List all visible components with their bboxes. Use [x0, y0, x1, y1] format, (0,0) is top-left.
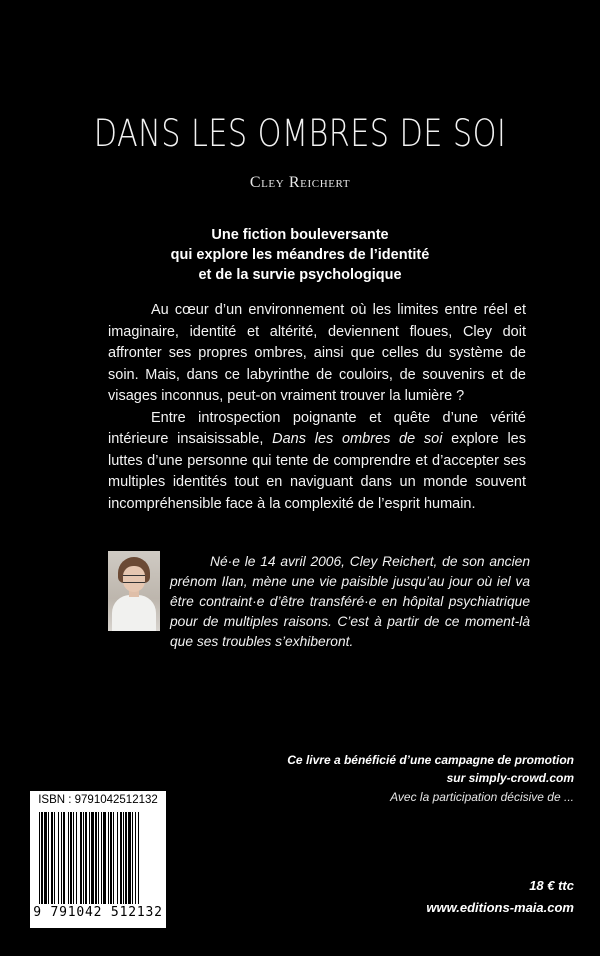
tagline-line: qui explore les méandres de l’identité	[170, 247, 430, 263]
barcode-bar	[103, 812, 106, 904]
synopsis-text: explore les luttes d’une personne qui tente de comprendre et d’accepter ses multiples identités tout en naviguant dans un monde souvent incompréhensible face à la complexité de l’esprit humain.	[108, 431, 526, 512]
promo-line: Ce livre a bénéficié d’une campagne de promotion	[287, 753, 574, 767]
barcode-bar	[54, 812, 55, 904]
barcode-bar	[91, 812, 94, 904]
barcode-bar	[48, 812, 49, 904]
book-title: DANS LES OMBRES DE SOI	[93, 112, 507, 155]
synopsis-paragraph	[108, 408, 526, 516]
barcode-bar	[110, 812, 112, 904]
barcode-bar	[44, 812, 47, 904]
tagline	[0, 225, 600, 285]
price: 18 € ttc	[529, 878, 574, 893]
barcode-bar	[39, 812, 40, 904]
tagline-line: Une fiction bouleversante	[211, 227, 389, 243]
barcode-bar	[125, 812, 127, 904]
author-bio	[170, 552, 530, 652]
barcode-bar	[63, 812, 65, 904]
barcode-bar	[128, 812, 131, 904]
author-bio-text: Né·e le 14 avril 2006, Cley Reichert, de son ancien prénom Ilan, mène une vie paisible jusqu’au jour où iel va être contraint·e d’être transféré·e en hôpital psychiatrique pour de multiples raisons. C’est à partir de ce moment-là que ses troubles s’exhiberont.	[170, 554, 530, 649]
barcode-bar	[73, 812, 74, 904]
barcode-bar	[68, 812, 69, 904]
synopsis-paragraph: Au cœur d’un environnement où les limites entre réel et imaginaire, identité et altérité, deviennent floues, Cley doit affronter ses propres ombres, ainsi que celles du système de soin. Mais, dans ce labyrinthe de couloirs, de souvenirs et de visages inconnus, peut-on vraiment trouver la lumière ?	[108, 302, 526, 404]
barcode-bar	[132, 812, 133, 904]
barcode-bar	[138, 812, 139, 904]
synopsis-text: Entre introspection poignante et quête d’une vérité intérieure insaisissable,	[108, 409, 526, 447]
barcode-bar	[41, 812, 43, 904]
barcode-bar	[76, 812, 77, 904]
barcode-bar	[113, 812, 114, 904]
barcode-bar	[117, 812, 118, 904]
barcode-bar	[89, 812, 90, 904]
barcode-bar	[70, 812, 72, 904]
barcode-bar	[135, 812, 136, 904]
author-photo	[108, 551, 160, 631]
partner-note: Avec la participation décisive de ...	[390, 790, 574, 804]
synopsis-book-title: Dans les ombres de soi	[272, 431, 443, 447]
barcode-bar	[123, 812, 124, 904]
isbn-barcode-box	[30, 791, 166, 928]
isbn-digits: 9 791042 512132	[33, 905, 163, 920]
barcode-bar	[80, 812, 82, 904]
barcode-bar	[83, 812, 84, 904]
tagline-line: et de la survie psychologique	[198, 267, 402, 283]
barcode-bar	[51, 812, 53, 904]
promo-notice	[287, 751, 574, 787]
barcode-bar	[61, 812, 62, 904]
barcode-bar	[120, 812, 122, 904]
barcode-bar	[98, 812, 99, 904]
author-name: Cley Reichert	[249, 174, 351, 191]
synopsis	[108, 300, 526, 515]
barcode-bar	[58, 812, 59, 904]
barcode-bar	[108, 812, 109, 904]
promo-line: sur simply-crowd.com	[446, 771, 574, 785]
barcode-bar	[101, 812, 102, 904]
barcode	[36, 812, 160, 904]
publisher-website: www.editions-maia.com	[426, 900, 574, 915]
isbn-label: ISBN : 9791042512132	[38, 794, 158, 806]
barcode-bar	[95, 812, 97, 904]
barcode-bar	[85, 812, 87, 904]
